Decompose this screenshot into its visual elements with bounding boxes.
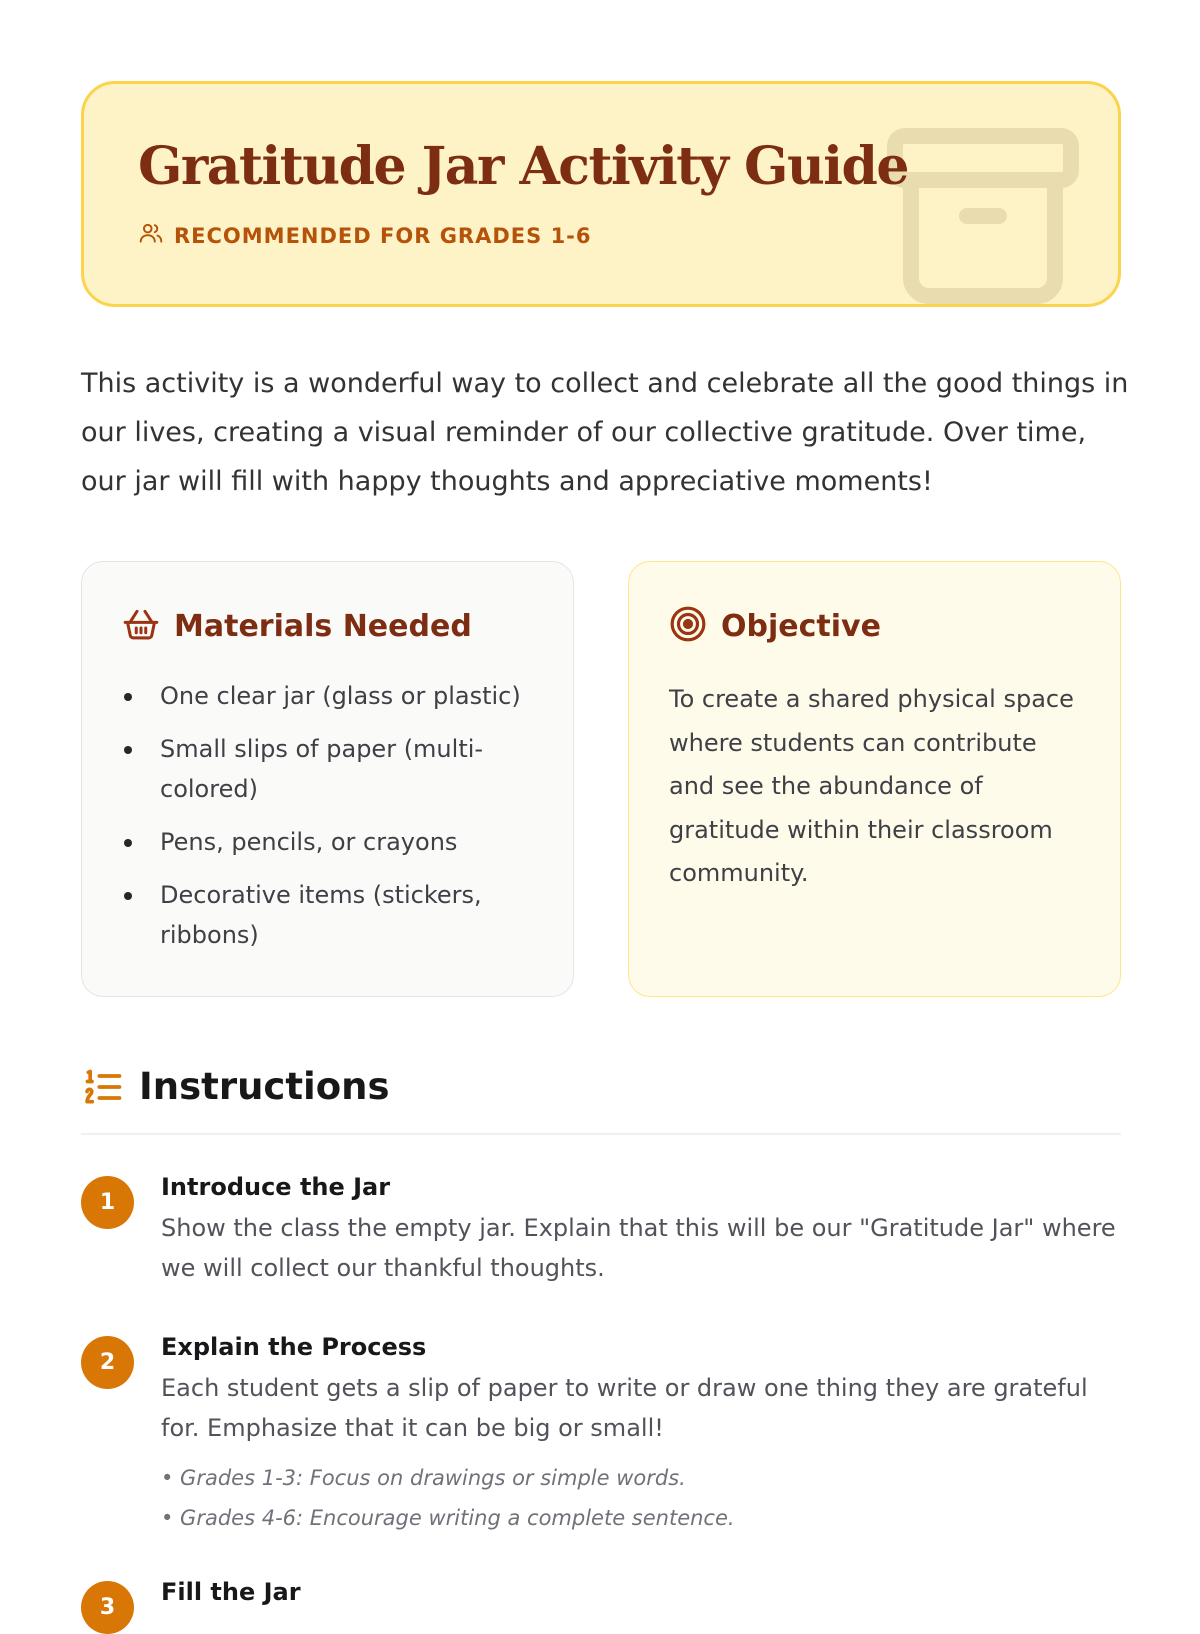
grade-recommendation (138, 220, 592, 251)
instructions-header (81, 1065, 1121, 1135)
materials-card (81, 561, 574, 997)
grade-note: • Grades 4-6: Encourage writing a complete sentence. (161, 1506, 735, 1530)
step-number-badge: 1 (81, 1176, 134, 1229)
step-number-badge: 3 (81, 1581, 134, 1634)
objective-header (669, 602, 1080, 650)
grade-note: • Grades 1-3: Focus on drawings or simple words. (161, 1466, 686, 1490)
step-content (161, 1168, 1126, 1288)
step-content (161, 1328, 1126, 1538)
target-icon (669, 605, 707, 647)
instructions-title: Instructions (139, 1065, 390, 1108)
header-banner (81, 81, 1121, 307)
step-notes (161, 1458, 1126, 1538)
materials-title: Materials Needed (174, 608, 472, 644)
list-item: Pens, pencils, or crayons (122, 822, 533, 862)
step-title: Fill the Jar (161, 1578, 301, 1606)
objective-title: Objective (721, 608, 881, 644)
numbered-list-icon (81, 1065, 125, 1113)
activity-guide-page (81, 81, 1129, 1620)
basket-icon (122, 605, 160, 647)
users-icon (138, 220, 164, 251)
step-description: Show the class the empty jar. Explain that this will be our "Gratitude Jar" where we will collect our thankful thoughts. (161, 1214, 1116, 1282)
grade-recommendation-text: RECOMMENDED FOR GRADES 1-6 (174, 223, 592, 248)
step-description: Each student gets a slip of paper to write or draw one thing they are grateful for. Emphasize that it can be big or small! (161, 1374, 1088, 1442)
objective-text: To create a shared physical space where students can contribute and see the abundance of gratitude within their classroom community. (669, 685, 1074, 887)
list-item: Small slips of paper (multi-colored) (122, 729, 533, 809)
jar-icon (887, 128, 1087, 307)
objective-card (628, 561, 1121, 997)
list-item: One clear jar (glass or plastic) (122, 676, 533, 716)
list-item: Decorative items (stickers, ribbons) (122, 875, 533, 955)
step-title: Explain the Process (161, 1333, 427, 1361)
page-title: Gratitude Jar Activity Guide (138, 136, 908, 197)
step-content (161, 1573, 1126, 1611)
step-title: Introduce the Jar (161, 1173, 391, 1201)
materials-list (122, 676, 533, 955)
materials-header (122, 602, 533, 650)
step-number-badge: 2 (81, 1336, 134, 1389)
intro-paragraph: This activity is a wonderful way to collect and celebrate all the good things in our lives, creating a visual reminder of our collective gratitude. Over time, our jar will fill with happy thoughts and appreciative moments! (81, 368, 1129, 497)
